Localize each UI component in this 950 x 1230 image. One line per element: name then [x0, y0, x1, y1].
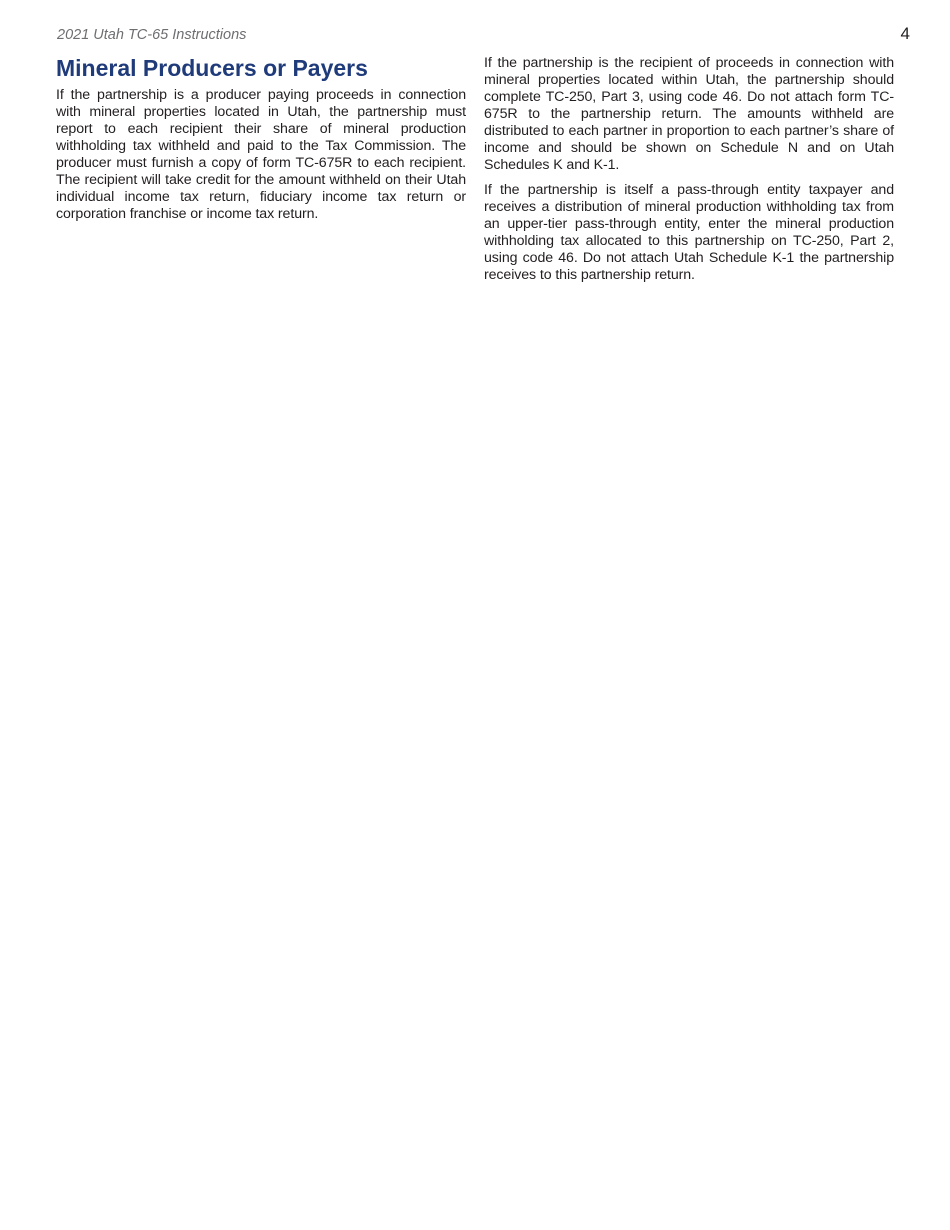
- left-column: [56, 55, 466, 231]
- section-title: Mineral Producers or Payers: [56, 55, 368, 81]
- running-header: 2021 Utah TC-65 Instructions: [57, 27, 247, 43]
- paragraph-pass-through: If the partnership is itself a pass-through entity taxpayer and receives a distribution of mineral production withholding tax from an upper-tier pass-through entity, enter the mineral production withholding tax allocated to this partnership on TC-250, Part 2, using code 46. Do not attach Utah Schedule K-1 the partnership receives to this partnership return.: [484, 182, 894, 283]
- right-column: [484, 55, 894, 292]
- paragraph-producer: If the partnership is a producer paying proceeds in connection with mineral properties located in Utah, the partnership must report to each recipient their share of mineral production withholding tax withheld and paid to the Tax Commission. The producer must furnish a copy of form TC-675R to each recipient. The recipient will take credit for the amount withheld on their Utah individual income tax return, fiduciary income tax return or corporation franchise or income tax return.: [56, 87, 466, 222]
- paragraph-recipient: If the partnership is the recipient of proceeds in connection with mineral properties located within Utah, the partnership should complete TC-250, Part 3, using code 46. Do not attach form TC-675R to the partnership return. The amounts withheld are distributed to each partner in proportion to each partner’s share of income and should be shown on Schedule N and on Utah Schedules K and K-1.: [484, 55, 894, 173]
- page-number: 4: [900, 24, 910, 43]
